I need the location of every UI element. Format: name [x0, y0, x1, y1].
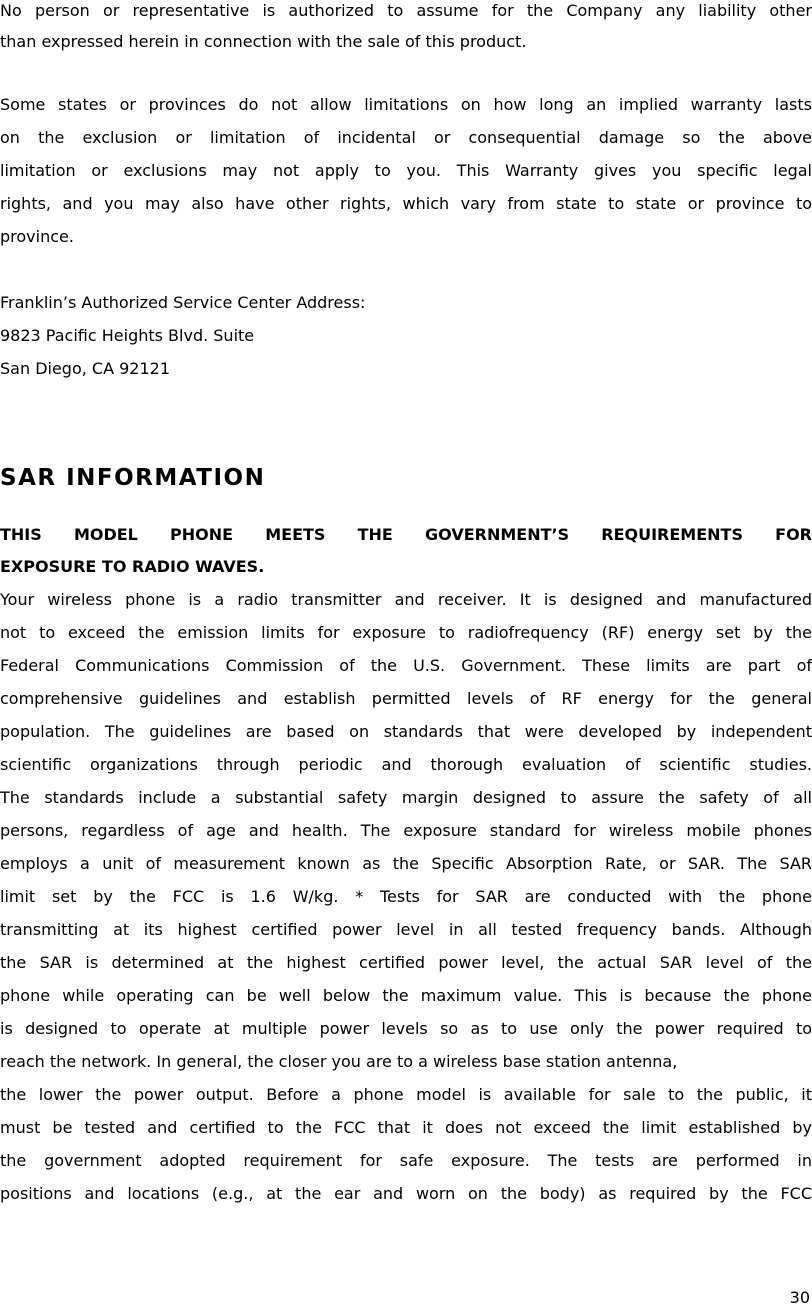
warranty-line: province.: [0, 227, 74, 246]
sar-body-line: the lower the power output. Before a phone model is available for sale to the public, it: [0, 1085, 812, 1104]
page-number: 30: [789, 1288, 810, 1307]
warranty-line: No person or representative is authorized to assume for the Company any liability other: [0, 1, 812, 20]
sar-body-line: Your wireless phone is a radio transmitter and receiver. It is designed and manufactured: [0, 590, 812, 609]
sar-body-line: reach the network. In general, the closer you are to a wireless base station antenna,: [0, 1052, 678, 1071]
sar-body-line: comprehensive guidelines and establish permitted levels of RF energy for the general: [0, 689, 812, 708]
sar-body-line: transmitting at its highest certified power level in all tested frequency bands. Although: [0, 920, 812, 939]
sar-body-line: not to exceed the emission limits for exposure to radiofrequency (RF) energy set by the: [0, 623, 812, 642]
sar-heading: SAR INFORMATION: [0, 465, 266, 491]
service-center-label: Franklin’s Authorized Service Center Address:: [0, 293, 366, 312]
sar-body-line: population. The guidelines are based on standards that were developed by independent: [0, 722, 812, 741]
warranty-line: Some states or provinces do not allow limitations on how long an implied warranty lasts: [0, 95, 812, 114]
sar-body-line: limit set by the FCC is 1.6 W/kg. * Tests for SAR are conducted with the phone: [0, 887, 812, 906]
sar-body-line: is designed to operate at multiple power levels so as to use only the power required to: [0, 1019, 812, 1038]
warranty-line: rights, and you may also have other rights, which vary from state to state or province to: [0, 194, 812, 213]
service-center-city: San Diego, CA 92121: [0, 359, 171, 378]
sar-body-line: persons, regardless of age and health. The exposure standard for wireless mobile phones: [0, 821, 812, 840]
warranty-line: limitation or exclusions may not apply to you. This Warranty gives you specific legal: [0, 161, 812, 180]
sar-body-line: scientific organizations through periodic and thorough evaluation of scientific studies.: [0, 755, 812, 774]
service-center-street: 9823 Pacific Heights Blvd. Suite: [0, 326, 255, 345]
sar-body-line: employs a unit of measurement known as the Specific Absorption Rate, or SAR. The SAR: [0, 854, 812, 873]
sar-body-line: phone while operating can be well below the maximum value. This is because the phone: [0, 986, 812, 1005]
sar-body-line: the government adopted requirement for safe exposure. The tests are performed in: [0, 1151, 812, 1170]
sar-body-line: The standards include a substantial safety margin designed to assure the safety of all: [0, 788, 812, 807]
sar-subheading-line: EXPOSURE TO RADIO WAVES.: [0, 557, 265, 576]
sar-body-line: Federal Communications Commission of the U.S. Government. These limits are part of: [0, 656, 812, 675]
sar-body-line: the SAR is determined at the highest certified power level, the actual SAR level of the: [0, 953, 812, 972]
sar-subheading-line: THIS MODEL PHONE MEETS THE GOVERNMENT’S REQUIREMENTS FOR: [0, 525, 812, 544]
sar-body-line: positions and locations (e.g., at the ear and worn on the body) as required by the FCC: [0, 1184, 812, 1203]
warranty-line: than expressed herein in connection with the sale of this product.: [0, 32, 527, 51]
sar-body-line: must be tested and certified to the FCC that it does not exceed the limit established by: [0, 1118, 812, 1137]
warranty-line: on the exclusion or limitation of incidental or consequential damage so the above: [0, 128, 812, 147]
